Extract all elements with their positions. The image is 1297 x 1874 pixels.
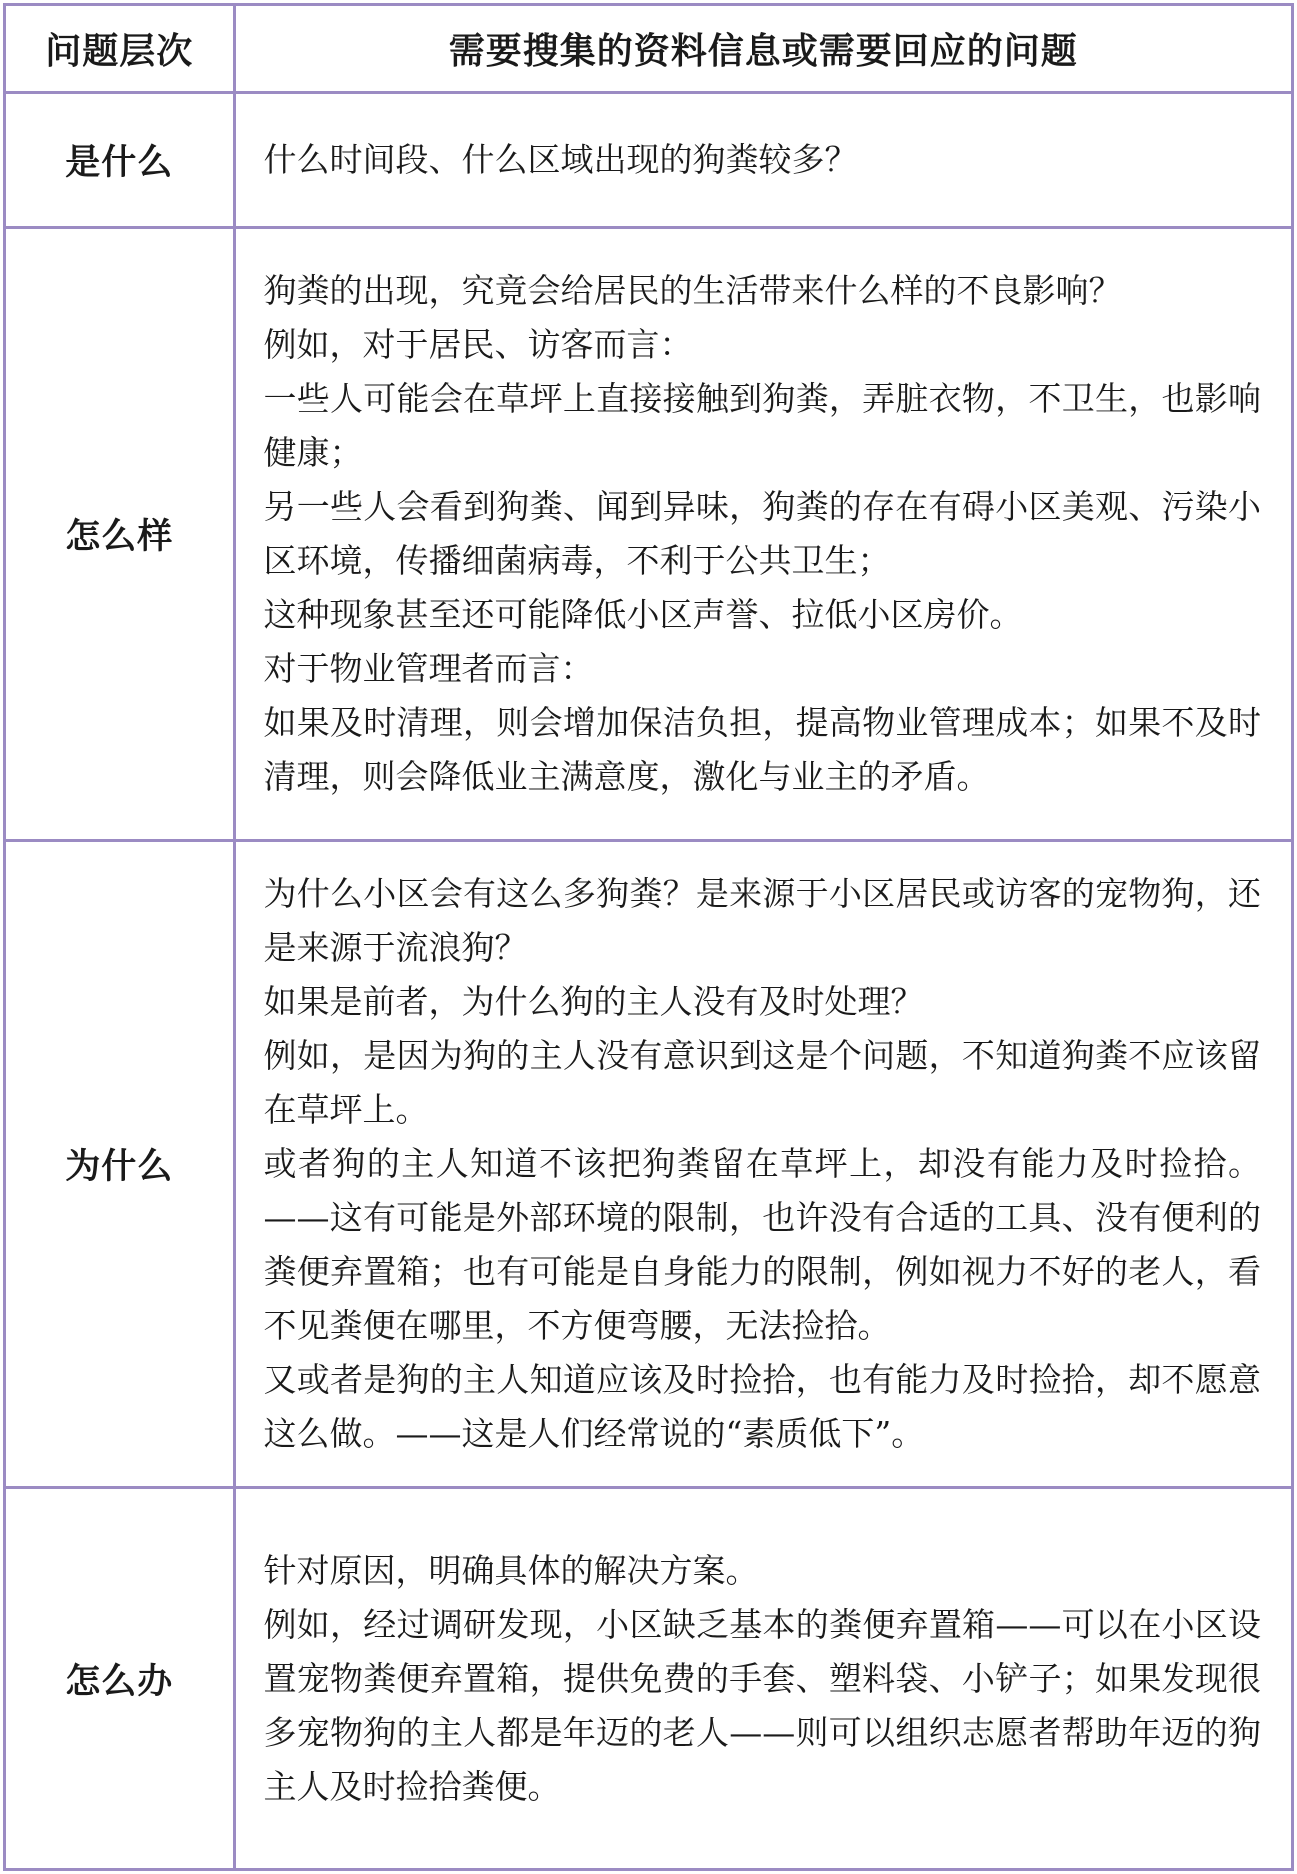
content-line: 这种现象甚至还可能降低小区声誉、拉低小区房价。 (263, 595, 1023, 635)
header-question: 需要搜集的资料信息或需要回应的问题 (234, 6, 1291, 92)
content-cell (234, 92, 1291, 227)
question-table-frame (3, 3, 1294, 1871)
content-line: 对于物业管理者而言： (263, 649, 594, 689)
content-line: 针对原因，明确具体的解决方案。 (263, 1550, 759, 1590)
content-line: 另一些人会看到狗粪、闻到异味，狗粪的存在有碍小区美观、污染小区环境，传播细菌病毒，不利于公共卫生； (263, 487, 1261, 581)
content-cell (234, 1488, 1291, 1868)
content-line: 例如，对于居民、访客而言： (263, 325, 693, 365)
content-line: 例如，经过调研发现，小区缺乏基本的粪便弃置箱——可以在小区设置宠物粪便弃置箱，提供免费的手套、塑料袋、小铲子；如果发现很多宠物狗的主人都是年迈的老人——则可以组织志愿者帮助年迈的狗主人及时捡拾粪便。 (263, 1604, 1261, 1806)
level-cell: 怎么样 (6, 227, 234, 841)
content-line: 如果及时清理，则会增加保洁负担，提高物业管理成本；如果不及时清理，则会降低业主满意度，激化与业主的矛盾。 (263, 703, 1261, 797)
content-line: 又或者是狗的主人知道应该及时捡拾，也有能力及时捡拾，却不愿意这么做。——这是人们经常说的“素质低下”。 (263, 1360, 1261, 1454)
content-line: 或者狗的主人知道不该把狗粪留在草坪上，却没有能力及时捡拾。——这有可能是外部环境的限制，也许没有合适的工具、没有便利的粪便弃置箱；也有可能是自身能力的限制，例如视力不好的老人，看不见粪便在哪里，不方便弯腰，无法捡拾。 (263, 1144, 1261, 1346)
content-line: 什么时间段、什么区域出现的狗粪较多？ (263, 139, 858, 179)
content-line: 狗粪的出现，究竟会给居民的生活带来什么样的不良影响？ (263, 271, 1122, 311)
table-header-row (6, 6, 1291, 92)
content-line: 为什么小区会有这么多狗粪？是来源于小区居民或访客的宠物狗，还是来源于流浪狗？ (263, 874, 1261, 968)
level-cell: 为什么 (6, 841, 234, 1488)
table-row-why (6, 841, 1291, 1488)
level-cell: 怎么办 (6, 1488, 234, 1868)
content-line: 如果是前者，为什么狗的主人没有及时处理？ (263, 982, 924, 1022)
content-cell (234, 841, 1291, 1488)
content-line: 一些人可能会在草坪上直接接触到狗粪，弄脏衣物，不卫生，也影响健康； (263, 379, 1261, 473)
header-level: 问题层次 (6, 6, 234, 92)
content-line: 例如，是因为狗的主人没有意识到这是个问题，不知道狗粪不应该留在草坪上。 (263, 1036, 1261, 1130)
question-levels-table (6, 6, 1291, 1868)
table-row-what (6, 92, 1291, 227)
table-row-how (6, 227, 1291, 841)
level-cell: 是什么 (6, 92, 234, 227)
content-cell (234, 227, 1291, 841)
table-row-what-to-do (6, 1488, 1291, 1868)
